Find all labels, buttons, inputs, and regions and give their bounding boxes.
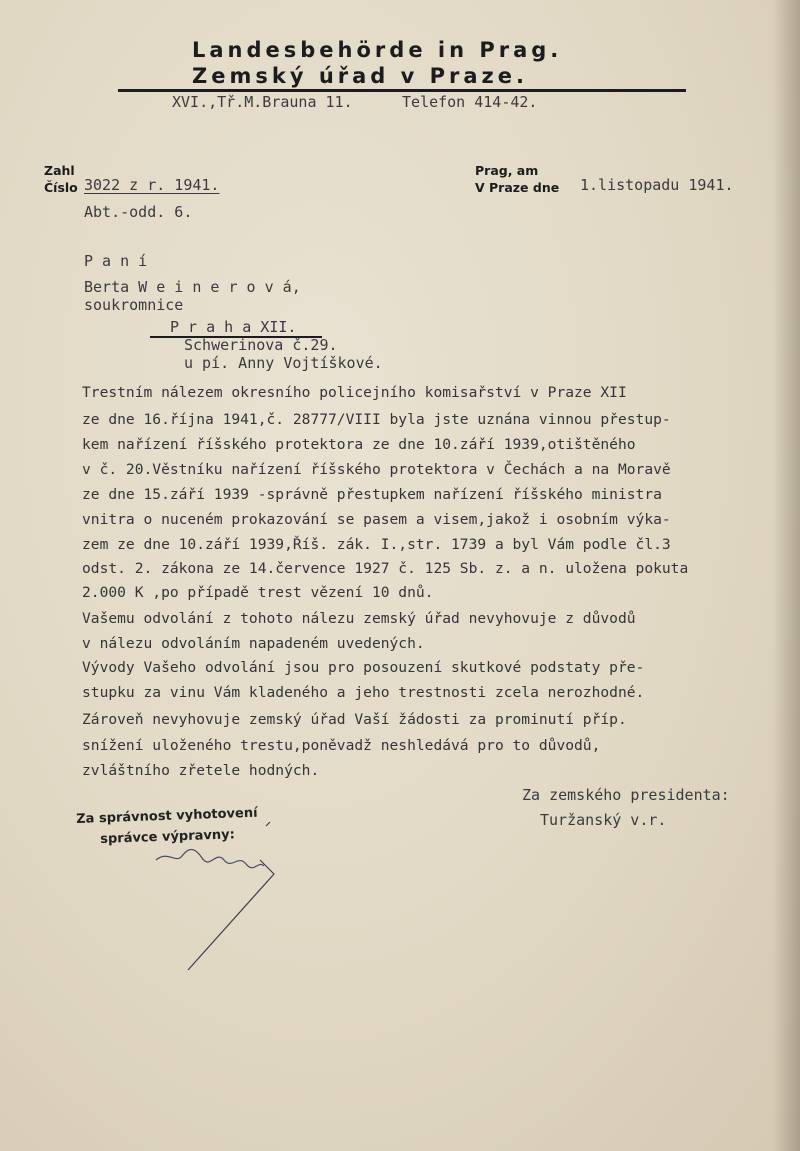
recipient-street: Schwerinova č.29. xyxy=(184,336,338,354)
letterhead-rule xyxy=(118,89,686,92)
closing-signatory: Turžanský v.r. xyxy=(540,811,667,829)
recipient-occupation: soukromnice xyxy=(84,296,184,314)
body-line: Trestním nálezem okresního policejního komisařství v Praze XII xyxy=(82,384,627,401)
salutation: P a n í xyxy=(84,252,148,270)
stamp-line-2: správce výpravny: xyxy=(100,827,236,847)
body-line: zvláštního zřetele hodných. xyxy=(82,762,320,779)
body-line: Vývody Vašeho odvolání jsou pro posouzení skutkové podstaty pře- xyxy=(82,659,645,676)
body-line: odst. 2. zákona ze 14.července 1927 č. 125 Sb. z. a n. uložena pokuta xyxy=(82,560,689,577)
body-line: ze dne 16.října 1941,č. 28777/VIII byla jste uznána vinnou přestup- xyxy=(82,411,671,428)
recipient-name: Berta W e i n e r o v á, xyxy=(84,278,301,296)
handwritten-signature xyxy=(150,820,290,980)
body-line: zem ze dne 10.září 1939,Říš. zák. I.,str. 1739 a byl Vám podle čl.3 xyxy=(82,536,671,553)
place-label-cs: V Praze dne xyxy=(475,180,560,195)
body-line: stupku za vinu Vám kladeného a jeho trestnosti zcela nerozhodné. xyxy=(82,684,645,701)
letterhead-german: Landesbehörde in Prag. xyxy=(192,38,563,62)
office-phone: Telefon 414-42. xyxy=(402,93,538,111)
body-line: kem nařízení říšského protektora ze dne 10.září 1939,otištěného xyxy=(82,436,636,453)
body-line: snížení uloženého trestu,poněvadž neshledává pro to důvodů, xyxy=(82,737,601,754)
reference-number: 3022 z r. 1941. xyxy=(84,176,220,194)
body-line: Zároveň nevyhovuje zemský úřad Vaší žádosti za prominutí příp. xyxy=(82,711,627,728)
closing-for-president: Za zemského presidenta: xyxy=(522,786,730,804)
office-address: XVI.,Tř.M.Brauna 11. xyxy=(172,93,353,111)
zahl-label: Zahl xyxy=(44,163,75,178)
body-line: 2.000 K ,po případě trest vězení 10 dnů. xyxy=(82,584,434,601)
department: Abt.-odd. 6. xyxy=(84,203,193,221)
letter-date: 1.listopadu 1941. xyxy=(580,176,734,194)
paper-edge-shadow xyxy=(772,0,800,1151)
body-line: ze dne 15.září 1939 -správně přestupkem nařízení říšského ministra xyxy=(82,486,662,503)
stamp-line-1: Za správnost vyhotovení xyxy=(76,805,258,827)
body-line: Vašemu odvolání z tohoto nálezu zemský úřad nevyhovuje z důvodů xyxy=(82,610,636,627)
cislo-label: Číslo xyxy=(44,180,78,195)
body-line: v nálezu odvoláním napadeném uvedených. xyxy=(82,635,425,652)
body-line: v č. 20.Věstníku nařízení říšského protektora v Čechách a na Moravě xyxy=(82,461,671,478)
place-label-de: Prag, am xyxy=(475,163,539,178)
letterhead-czech: Zemský úřad v Praze. xyxy=(192,64,528,88)
recipient-care-of: u pí. Anny Vojtíškové. xyxy=(184,354,383,372)
recipient-city: P r a h a XII. xyxy=(170,318,297,336)
body-line: vnitra o nuceném prokazování se pasem a visem,jakož i osobním výka- xyxy=(82,511,671,528)
